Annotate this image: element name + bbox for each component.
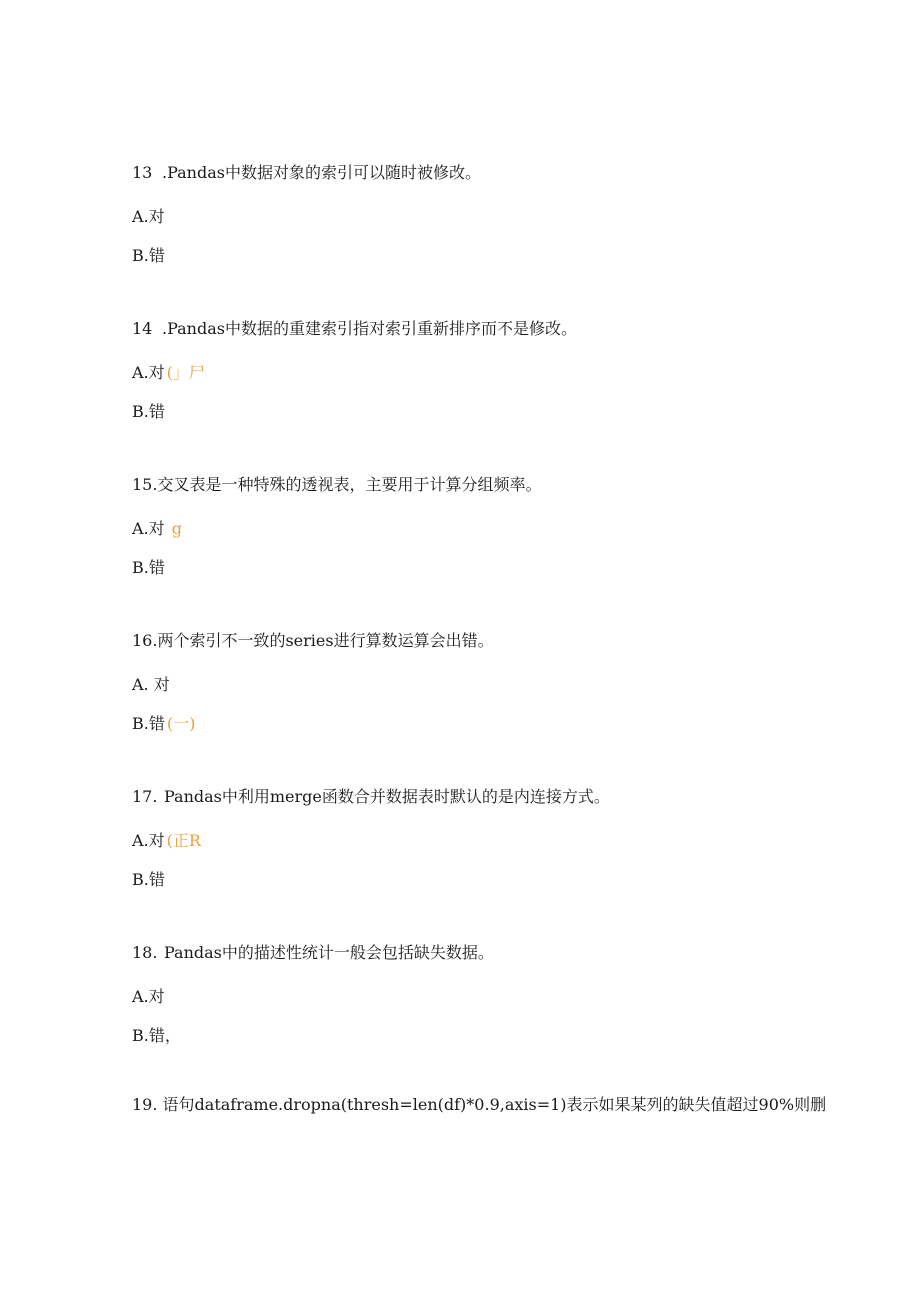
question-13 bbox=[132, 163, 481, 183]
option-a-label: A.对 bbox=[132, 207, 165, 226]
question-15 bbox=[132, 475, 541, 495]
question-number: 14 bbox=[132, 319, 153, 338]
answer-mark: (一) bbox=[166, 714, 196, 733]
question-17 bbox=[132, 787, 610, 807]
question-text: Pandas中利用merge函数合并数据表时默认的是内连接方式。 bbox=[164, 787, 610, 806]
question-text: 交叉表是一种特殊的透视表，主要用于计算分组频率。 bbox=[157, 475, 542, 494]
question-17-option-b bbox=[132, 870, 165, 890]
question-14 bbox=[132, 319, 577, 339]
question-text: Pandas中的描述性统计一般会包括缺失数据。 bbox=[164, 943, 494, 962]
question-text: 两个索引不一致的series进行算数运算会出错。 bbox=[157, 631, 494, 650]
answer-mark: (正R bbox=[166, 831, 201, 850]
option-b-label: B.错 bbox=[132, 714, 165, 733]
question-16-option-b bbox=[132, 714, 195, 734]
question-15-option-a bbox=[132, 519, 182, 539]
question-14-option-a bbox=[132, 363, 205, 383]
question-13-option-b bbox=[132, 246, 165, 266]
option-a-label: A.对 bbox=[132, 519, 165, 538]
question-text: .Pandas中数据对象的索引可以随时被修改。 bbox=[162, 163, 481, 182]
option-a-label: A.对 bbox=[132, 363, 165, 382]
question-13-option-a bbox=[132, 207, 165, 227]
question-number: 17. bbox=[132, 787, 158, 806]
question-16-option-a bbox=[132, 675, 170, 695]
option-b-label: B.错， bbox=[132, 1026, 181, 1045]
question-text: .Pandas中数据的重建索引指对索引重新排序而不是修改。 bbox=[162, 319, 577, 338]
question-number: 19. bbox=[132, 1095, 158, 1114]
question-text: 语句dataframe.dropna(thresh=len(df)*0.9,axis=1)表示如果某列的缺失值超过90%则删 bbox=[162, 1095, 827, 1114]
question-17-option-a bbox=[132, 831, 201, 851]
question-18-option-a bbox=[132, 987, 165, 1007]
option-b-label: B.错 bbox=[132, 870, 165, 889]
option-b-label: B.错 bbox=[132, 402, 165, 421]
option-a-label: A.对 bbox=[132, 831, 165, 850]
question-16 bbox=[132, 631, 494, 651]
question-18-option-b bbox=[132, 1026, 181, 1046]
question-number: 16. bbox=[132, 631, 158, 650]
option-a-label: A. 对 bbox=[132, 675, 170, 694]
question-19 bbox=[132, 1095, 826, 1115]
option-b-label: B.错 bbox=[132, 558, 165, 577]
answer-mark: (」尸 bbox=[166, 363, 205, 382]
question-number: 18. bbox=[132, 943, 158, 962]
question-15-option-b bbox=[132, 558, 165, 578]
question-number: 15. bbox=[132, 475, 158, 494]
question-18 bbox=[132, 943, 494, 963]
question-number: 13 bbox=[132, 163, 153, 182]
option-a-label: A.对 bbox=[132, 987, 165, 1006]
answer-mark: g bbox=[171, 519, 182, 538]
question-14-option-b bbox=[132, 402, 165, 422]
option-b-label: B.错 bbox=[132, 246, 165, 265]
